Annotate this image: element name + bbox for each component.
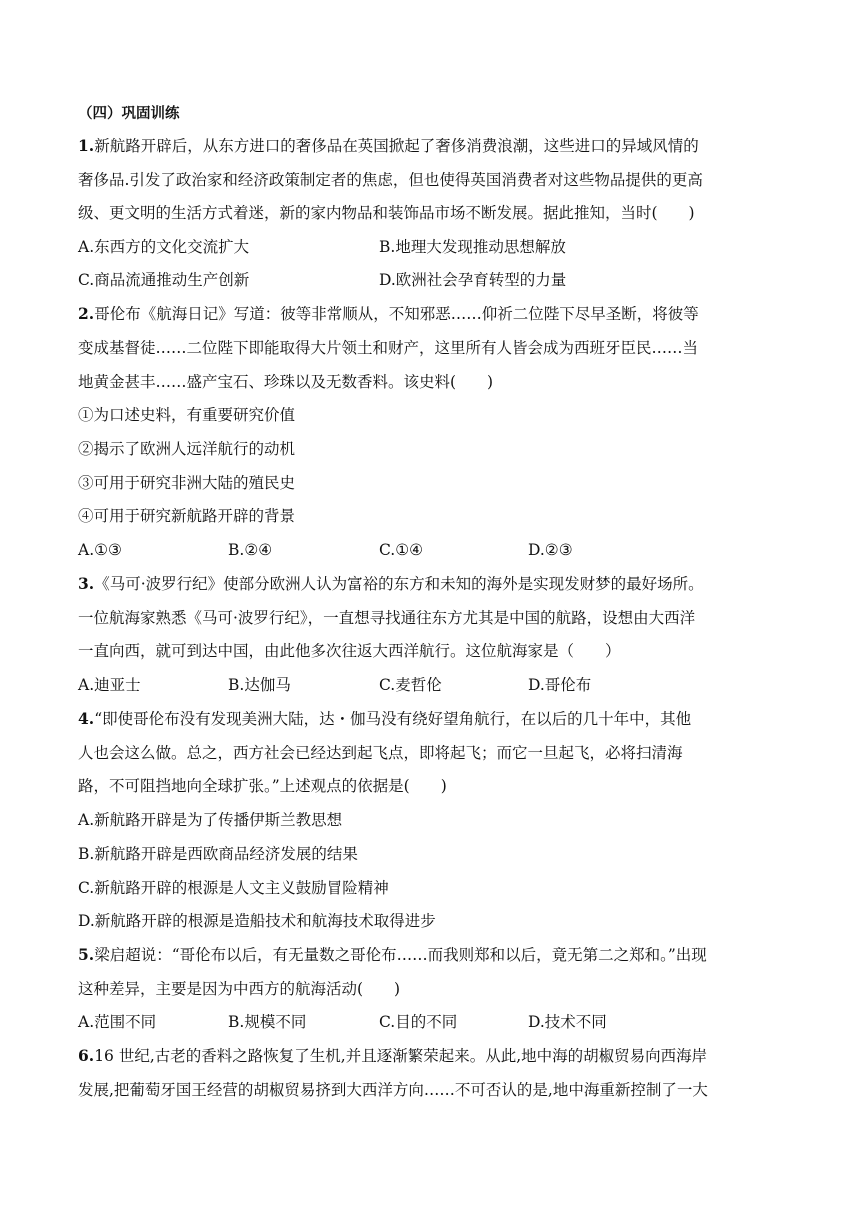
question-1-option-d[interactable]: D.欧洲社会孕育转型的力量 bbox=[379, 271, 567, 289]
question-2-statement-1: ①为口述史料，有重要研究价值 bbox=[78, 406, 296, 424]
question-4-line-3: 路，不可阻挡地向全球扩张。”上述观点的依据是( ) bbox=[78, 777, 447, 795]
question-3-option-b[interactable]: B.达伽马 bbox=[228, 676, 291, 694]
question-2-line-1 bbox=[78, 304, 699, 324]
question-5-text-1: 梁启超说：“哥伦布以后，有无量数之哥伦布……而我则郑和以后，竟无第二之郑和。”出现 bbox=[94, 946, 707, 964]
question-2-option-c[interactable]: C.①④ bbox=[379, 541, 424, 559]
question-6-line-1 bbox=[78, 1046, 707, 1066]
question-1-option-c[interactable]: C.商品流通推动生产创新 bbox=[78, 271, 250, 289]
question-2-number: 2. bbox=[78, 304, 95, 323]
question-2-option-d[interactable]: D.②③ bbox=[528, 541, 573, 559]
question-6-text-1: 16 世纪,古老的香料之路恢复了生机,并且逐渐繁荣起来。从此,地中海的胡椒贸易向西海岸 bbox=[94, 1047, 708, 1065]
question-1-option-b[interactable]: B.地理大发现推动思想解放 bbox=[379, 238, 566, 256]
question-1-line-2: 奢侈品.引发了政治家和经济政策制定者的焦虑，但也使得英国消费者对这些物品提供的更高 bbox=[78, 171, 703, 189]
question-2-statement-4: ④可用于研究新航路开辟的背景 bbox=[78, 507, 296, 525]
question-5-option-a[interactable]: A.范围不同 bbox=[78, 1013, 157, 1031]
question-2-statement-3: ③可用于研究非洲大陆的殖民史 bbox=[78, 474, 296, 492]
question-2-text-1: 哥伦布《航海日记》写道：彼等非常顺从，不知邪恶……仰祈二位陛下尽早圣断，将彼等 bbox=[94, 305, 699, 323]
question-3-line-1 bbox=[78, 574, 704, 594]
question-1-option-a[interactable]: A.东西方的文化交流扩大 bbox=[78, 238, 250, 256]
question-1-line-3: 级、更文明的生活方式着迷，新的家内物品和装饰品市场不断发展。据此推知，当时( ) bbox=[78, 204, 695, 222]
question-4-option-b[interactable]: B.新航路开辟是西欧商品经济发展的结果 bbox=[78, 845, 358, 863]
question-3-option-a[interactable]: A.迪亚士 bbox=[78, 676, 141, 694]
question-4-line-2: 人也会这么做。总之，西方社会已经达到起飞点，即将起飞；而它一旦起飞，必将扫清海 bbox=[78, 744, 683, 762]
question-1-number: 1. bbox=[78, 136, 95, 155]
question-1-text-1: 新航路开辟后，从东方进口的奢侈品在英国掀起了奢侈消费浪潮，这些进口的异域风情的 bbox=[94, 137, 699, 155]
question-2-line-3: 地黄金甚丰……盛产宝石、珍珠以及无数香料。该史料( ) bbox=[78, 373, 494, 391]
question-5-option-b[interactable]: B.规模不同 bbox=[228, 1013, 307, 1031]
question-5-option-d[interactable]: D.技术不同 bbox=[528, 1013, 607, 1031]
question-5-number: 5. bbox=[78, 945, 95, 964]
question-3-line-3: 一直向西，就可到达中国，由此他多次往返大西洋航行。这位航海家是（ ） bbox=[78, 642, 621, 660]
question-5-option-c[interactable]: C.目的不同 bbox=[379, 1013, 458, 1031]
question-3-text-1: 《马可·波罗行纪》使部分欧洲人认为富裕的东方和未知的海外是实现发财梦的最好场所。 bbox=[94, 575, 704, 593]
question-4-option-d[interactable]: D.新航路开辟的根源是造船技术和航海技术取得进步 bbox=[78, 912, 436, 930]
question-6-number: 6. bbox=[78, 1046, 95, 1065]
question-3-option-c[interactable]: C.麦哲伦 bbox=[379, 676, 442, 694]
question-4-text-1: “即使哥伦布没有发现美洲大陆，达・伽马没有绕好望角航行，在以后的几十年中，其他 bbox=[94, 710, 692, 728]
question-2-statement-2: ②揭示了欧洲人远洋航行的动机 bbox=[78, 440, 296, 458]
question-3-option-d[interactable]: D.哥伦布 bbox=[528, 676, 592, 694]
question-4-option-a[interactable]: A.新航路开辟是为了传播伊斯兰教思想 bbox=[78, 811, 343, 829]
question-4-line-1 bbox=[78, 709, 691, 729]
question-2-line-2: 变成基督徒……二位陛下即能取得大片领土和财产，这里所有人皆会成为西班牙臣民……当 bbox=[78, 339, 699, 357]
question-5-line-2: 这种差异，主要是因为中西方的航海活动( ) bbox=[78, 980, 401, 998]
question-3-number: 3. bbox=[78, 574, 95, 593]
section-title: （四）巩固训练 bbox=[78, 105, 180, 122]
question-6-line-2: 发展,把葡萄牙国王经营的胡椒贸易挤到大西洋方向……不可否认的是,地中海重新控制了一大 bbox=[78, 1081, 708, 1099]
question-2-option-a[interactable]: A.①③ bbox=[78, 541, 122, 559]
question-5-line-1 bbox=[78, 945, 707, 965]
question-3-line-2: 一位航海家熟悉《马可·波罗行纪》，一直想寻找通往东方尤其是中国的航路，设想由大西洋 bbox=[78, 609, 696, 627]
question-4-option-c[interactable]: C.新航路开辟的根源是人文主义鼓励冒险精神 bbox=[78, 879, 389, 897]
question-1-line-1 bbox=[78, 136, 699, 156]
question-4-number: 4. bbox=[78, 709, 95, 728]
question-2-option-b[interactable]: B.②④ bbox=[228, 541, 273, 559]
